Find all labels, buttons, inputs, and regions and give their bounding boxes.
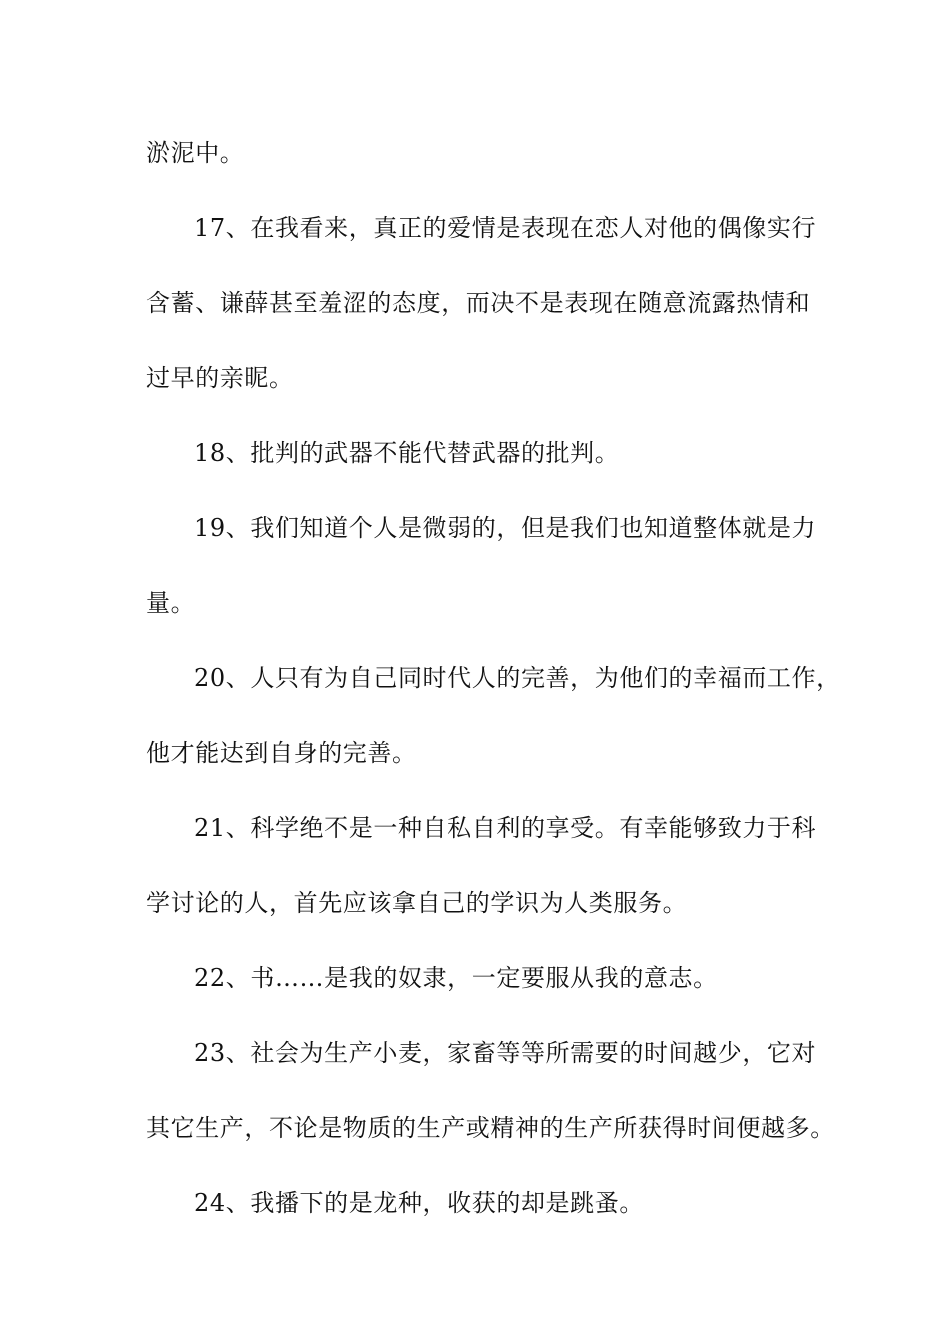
text-line: 含蓄、谦薛甚至羞涩的态度，而决不是表现在随意流露热情和 (146, 289, 811, 317)
quote-23-start: 23、社会为生产小麦，家畜等等所需要的时间越少，它对 (194, 1039, 817, 1067)
quote-18-start: 18、批判的武器不能代替武器的批判。 (194, 439, 620, 467)
text-column (146, 125, 841, 1250)
text-line: 过早的亲昵。 (146, 364, 294, 392)
quote-24-start: 24、我播下的是龙种，收获的却是跳蚤。 (194, 1189, 644, 1217)
quote-17-start: 17、在我看来，真正的爱情是表现在恋人对他的偶像实行 (194, 214, 817, 242)
text-line: 量。 (146, 589, 196, 617)
quote-20-start: 20、人只有为自己同时代人的完善，为他们的幸福而工作， (194, 664, 841, 692)
text-line: 淤泥中。 (146, 139, 245, 167)
quote-19-start: 19、我们知道个人是微弱的，但是我们也知道整体就是力 (194, 514, 817, 542)
text-line: 其它生产，不论是物质的生产或精神的生产所获得时间便越多。 (146, 1114, 835, 1142)
quote-22-start: 22、书……是我的奴隶，一定要服从我的意志。 (194, 964, 718, 992)
text-line: 学讨论的人，首先应该拿自己的学识为人类服务。 (146, 889, 688, 917)
text-line: 他才能达到自身的完善。 (146, 739, 417, 767)
quote-21-start: 21、科学绝不是一种自私自利的享受。有幸能够致力于科 (194, 814, 817, 842)
